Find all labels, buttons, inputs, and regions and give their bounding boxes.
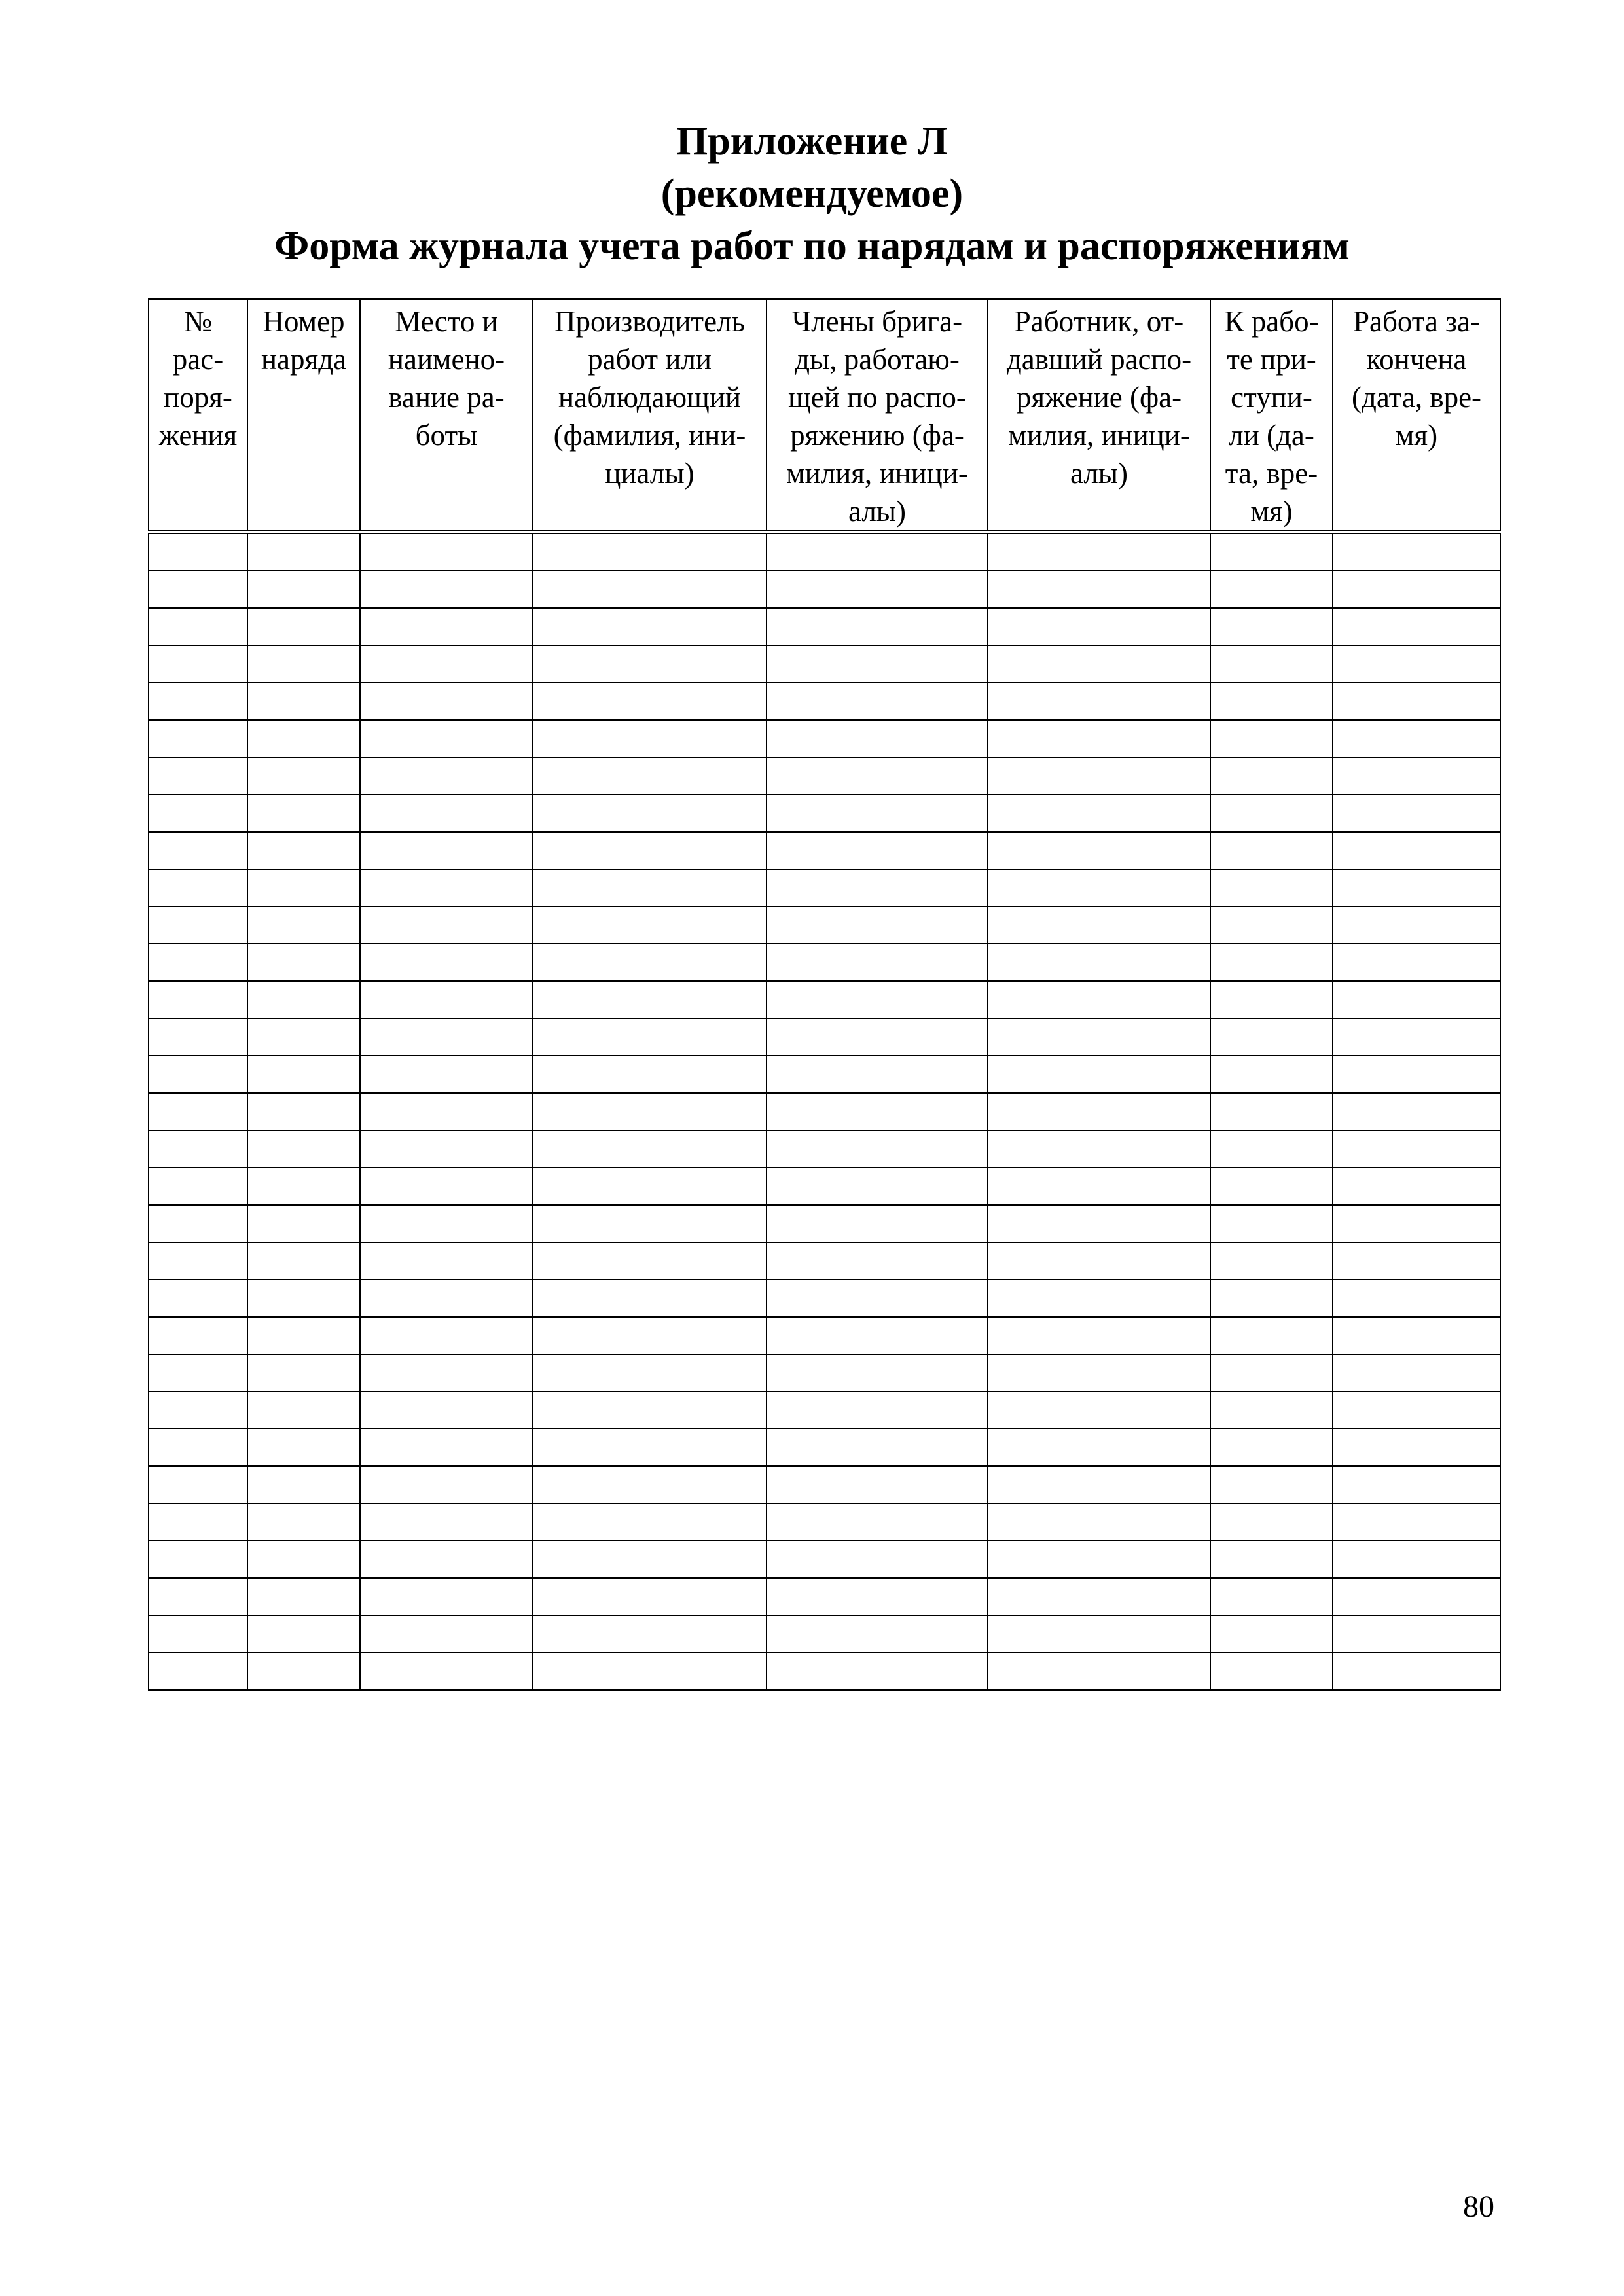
table-cell — [988, 1429, 1210, 1466]
table-cell — [1210, 1130, 1333, 1168]
table-row — [149, 981, 1500, 1018]
table-cell — [360, 944, 533, 981]
table-cell — [1210, 1541, 1333, 1578]
table-cell — [533, 906, 767, 944]
table-cell — [767, 720, 988, 757]
table-cell — [360, 1168, 533, 1205]
table-cell — [1210, 683, 1333, 720]
table-cell — [533, 1280, 767, 1317]
table-cell — [247, 571, 360, 608]
col-header-permit-number: Номер наряда — [247, 299, 360, 532]
table-cell — [1333, 757, 1500, 795]
table-cell — [988, 1653, 1210, 1690]
table-cell — [1333, 1093, 1500, 1130]
table-cell — [360, 1018, 533, 1056]
table-cell — [247, 981, 360, 1018]
table-row — [149, 720, 1500, 757]
table-cell — [1210, 608, 1333, 645]
table-cell — [988, 1317, 1210, 1354]
table-cell — [767, 1578, 988, 1615]
table-cell — [247, 1578, 360, 1615]
table-cell — [1210, 1653, 1333, 1690]
table-cell — [767, 1503, 988, 1541]
table-cell — [1333, 1018, 1500, 1056]
table-cell — [247, 1391, 360, 1429]
table-cell — [1333, 869, 1500, 906]
table-cell — [247, 1018, 360, 1056]
table-cell — [360, 532, 533, 571]
table-cell — [360, 1280, 533, 1317]
col-header-work-place: Место и наимено- вание ра- боты — [360, 299, 533, 532]
table-cell — [533, 1018, 767, 1056]
table-row — [149, 1093, 1500, 1130]
table-cell — [149, 1615, 247, 1653]
table-cell — [1333, 1056, 1500, 1093]
table-row — [149, 1541, 1500, 1578]
table-cell — [988, 532, 1210, 571]
appendix-title: Приложение Л — [676, 119, 948, 164]
table-cell — [247, 1653, 360, 1690]
table-cell — [1333, 720, 1500, 757]
table-cell — [533, 1391, 767, 1429]
table-cell — [360, 869, 533, 906]
table-cell — [360, 1615, 533, 1653]
table-cell — [988, 795, 1210, 832]
table-cell — [767, 1466, 988, 1503]
table-cell — [533, 1653, 767, 1690]
table-cell — [360, 1391, 533, 1429]
table-cell — [767, 981, 988, 1018]
table-row — [149, 1205, 1500, 1242]
table-cell — [247, 1130, 360, 1168]
table-row — [149, 645, 1500, 683]
table-cell — [1210, 1280, 1333, 1317]
table-cell — [533, 1168, 767, 1205]
table-cell — [149, 1541, 247, 1578]
table-cell — [247, 1354, 360, 1391]
table-row — [149, 944, 1500, 981]
table-cell — [1210, 1429, 1333, 1466]
table-cell — [767, 1615, 988, 1653]
table-row — [149, 1429, 1500, 1466]
table-cell — [149, 832, 247, 869]
table-cell — [1210, 720, 1333, 757]
table-cell — [1210, 1018, 1333, 1056]
table-cell — [1333, 795, 1500, 832]
table-cell — [1210, 1615, 1333, 1653]
table-row — [149, 1578, 1500, 1615]
col-header-order-issuer: Работник, от- давший распо- ряжение (фа- милия, иници- алы) — [988, 299, 1210, 532]
table-row — [149, 683, 1500, 720]
table-cell — [149, 1056, 247, 1093]
table-row — [149, 1354, 1500, 1391]
table-cell — [988, 832, 1210, 869]
table-cell — [1210, 1056, 1333, 1093]
table-cell — [1210, 906, 1333, 944]
table-cell — [149, 532, 247, 571]
table-cell — [149, 1280, 247, 1317]
table-row — [149, 1056, 1500, 1093]
table-cell — [149, 795, 247, 832]
table-cell — [767, 1653, 988, 1690]
table-cell — [1333, 1503, 1500, 1541]
table-cell — [149, 944, 247, 981]
table-cell — [767, 1168, 988, 1205]
table-cell — [149, 1242, 247, 1280]
col-header-work-started: К рабо- те при- ступи- ли (да- та, вре- мя) — [1210, 299, 1333, 532]
table-cell — [1210, 1093, 1333, 1130]
table-cell — [988, 1466, 1210, 1503]
table-row — [149, 608, 1500, 645]
col-header-team-members: Члены брига- ды, работаю- щей по распо- ряжению (фа- милия, иници- алы) — [767, 299, 988, 532]
table-cell — [247, 1093, 360, 1130]
table-cell — [988, 645, 1210, 683]
table-cell — [533, 944, 767, 981]
table-cell — [360, 720, 533, 757]
table-cell — [988, 906, 1210, 944]
table-cell — [767, 795, 988, 832]
table-cell — [149, 720, 247, 757]
table-cell — [247, 1242, 360, 1280]
table-cell — [533, 832, 767, 869]
work-log-table — [148, 298, 1501, 1691]
table-cell — [533, 981, 767, 1018]
table-cell — [988, 1615, 1210, 1653]
table-cell — [767, 832, 988, 869]
table-cell — [1333, 1391, 1500, 1429]
table-cell — [247, 645, 360, 683]
table-row — [149, 1317, 1500, 1354]
table-cell — [767, 1130, 988, 1168]
table-cell — [1210, 1503, 1333, 1541]
table-cell — [988, 720, 1210, 757]
table-cell — [533, 1056, 767, 1093]
table-cell — [767, 1242, 988, 1280]
table-cell — [1210, 795, 1333, 832]
table-cell — [360, 906, 533, 944]
table-row — [149, 869, 1500, 906]
table-body — [149, 532, 1500, 1690]
table-cell — [1210, 1242, 1333, 1280]
table-cell — [1210, 1578, 1333, 1615]
table-cell — [1210, 645, 1333, 683]
table-cell — [1333, 1205, 1500, 1242]
table-cell — [988, 1503, 1210, 1541]
table-cell — [360, 1317, 533, 1354]
table-cell — [149, 757, 247, 795]
table-row — [149, 1391, 1500, 1429]
table-cell — [533, 869, 767, 906]
table-cell — [988, 944, 1210, 981]
table-cell — [247, 1168, 360, 1205]
table-cell — [247, 1615, 360, 1653]
table-cell — [988, 1018, 1210, 1056]
table-row — [149, 1503, 1500, 1541]
table-cell — [1333, 608, 1500, 645]
table-cell — [533, 795, 767, 832]
table-cell — [1210, 944, 1333, 981]
table-cell — [988, 1056, 1210, 1093]
table-cell — [533, 1093, 767, 1130]
table-cell — [360, 832, 533, 869]
table-cell — [1333, 645, 1500, 683]
table-cell — [533, 1354, 767, 1391]
table-cell — [360, 1541, 533, 1578]
table-cell — [988, 1130, 1210, 1168]
col-header-work-producer: Производитель работ или наблюдающий (фамилия, ини- циалы) — [533, 299, 767, 532]
page-heading — [0, 115, 1624, 272]
table-row — [149, 795, 1500, 832]
table-cell — [1333, 1578, 1500, 1615]
table-cell — [1333, 1653, 1500, 1690]
table-cell — [1333, 906, 1500, 944]
table-cell — [767, 1056, 988, 1093]
table-cell — [247, 1280, 360, 1317]
appendix-status: (рекомендуемое) — [660, 171, 964, 216]
table-cell — [1333, 944, 1500, 981]
table-row — [149, 532, 1500, 571]
table-cell — [1333, 1429, 1500, 1466]
table-cell — [247, 1317, 360, 1354]
table-cell — [247, 795, 360, 832]
table-cell — [149, 1429, 247, 1466]
table-row — [149, 1466, 1500, 1503]
table-cell — [149, 683, 247, 720]
table-cell — [533, 1578, 767, 1615]
table-cell — [533, 1615, 767, 1653]
table-cell — [767, 1317, 988, 1354]
table-header-row — [149, 299, 1500, 532]
table-cell — [360, 1578, 533, 1615]
table-cell — [767, 1280, 988, 1317]
table-cell — [533, 1205, 767, 1242]
table-cell — [360, 1653, 533, 1690]
table-cell — [1333, 1317, 1500, 1354]
table-row — [149, 1130, 1500, 1168]
table-cell — [988, 1578, 1210, 1615]
table-cell — [988, 757, 1210, 795]
table-cell — [1210, 1317, 1333, 1354]
table-cell — [1333, 832, 1500, 869]
table-cell — [1210, 532, 1333, 571]
table-cell — [247, 1056, 360, 1093]
table-cell — [1333, 571, 1500, 608]
table-cell — [988, 869, 1210, 906]
table-cell — [360, 1056, 533, 1093]
table-cell — [1333, 1354, 1500, 1391]
table-cell — [247, 944, 360, 981]
table-cell — [247, 1205, 360, 1242]
table-cell — [360, 683, 533, 720]
table-cell — [767, 1205, 988, 1242]
table-cell — [767, 532, 988, 571]
table-row — [149, 906, 1500, 944]
table-cell — [533, 1503, 767, 1541]
form-title: Форма журнала учета работ по нарядам и распоряжениям — [274, 224, 1350, 268]
table-cell — [533, 1466, 767, 1503]
table-cell — [360, 1466, 533, 1503]
table-cell — [149, 1317, 247, 1354]
table-cell — [1333, 981, 1500, 1018]
table-cell — [767, 906, 988, 944]
table-cell — [1333, 1541, 1500, 1578]
table-row — [149, 832, 1500, 869]
table-cell — [149, 869, 247, 906]
table-cell — [767, 1541, 988, 1578]
table-cell — [1333, 1130, 1500, 1168]
table-cell — [149, 1130, 247, 1168]
table-cell — [247, 832, 360, 869]
table-cell — [149, 1354, 247, 1391]
table-cell — [767, 608, 988, 645]
table-cell — [360, 1354, 533, 1391]
table-cell — [360, 608, 533, 645]
table-cell — [533, 1242, 767, 1280]
table-cell — [149, 1653, 247, 1690]
table-row — [149, 1653, 1500, 1690]
table-row — [149, 1018, 1500, 1056]
table-cell — [149, 1205, 247, 1242]
table-cell — [767, 1391, 988, 1429]
table-cell — [1333, 1242, 1500, 1280]
table-cell — [988, 1205, 1210, 1242]
table-cell — [360, 571, 533, 608]
table-cell — [360, 1242, 533, 1280]
table-cell — [247, 1541, 360, 1578]
table-cell — [149, 1578, 247, 1615]
table-cell — [247, 1429, 360, 1466]
table-cell — [360, 1093, 533, 1130]
table-cell — [767, 757, 988, 795]
table-cell — [149, 1466, 247, 1503]
table-cell — [767, 645, 988, 683]
table-cell — [533, 532, 767, 571]
table-cell — [1210, 571, 1333, 608]
table-cell — [149, 645, 247, 683]
table-cell — [767, 1429, 988, 1466]
table-cell — [149, 906, 247, 944]
table-cell — [247, 757, 360, 795]
table-cell — [360, 1130, 533, 1168]
table-cell — [1333, 683, 1500, 720]
table-cell — [360, 1503, 533, 1541]
table-cell — [1210, 1466, 1333, 1503]
table-cell — [149, 1168, 247, 1205]
table-cell — [988, 1168, 1210, 1205]
table-cell — [360, 1429, 533, 1466]
table-cell — [149, 1018, 247, 1056]
table-cell — [1210, 869, 1333, 906]
table-cell — [533, 1541, 767, 1578]
table-cell — [533, 608, 767, 645]
table-cell — [149, 608, 247, 645]
table-cell — [1210, 981, 1333, 1018]
table-cell — [988, 571, 1210, 608]
table-cell — [1333, 1280, 1500, 1317]
table-cell — [360, 795, 533, 832]
table-cell — [767, 944, 988, 981]
table-cell — [247, 1466, 360, 1503]
table-cell — [247, 869, 360, 906]
table-cell — [149, 1093, 247, 1130]
table-cell — [533, 1317, 767, 1354]
table-row — [149, 571, 1500, 608]
table-cell — [1210, 832, 1333, 869]
table-row — [149, 1615, 1500, 1653]
table-cell — [360, 757, 533, 795]
table-cell — [988, 1541, 1210, 1578]
table-cell — [767, 1354, 988, 1391]
table-cell — [1333, 532, 1500, 571]
table-row — [149, 1280, 1500, 1317]
table-cell — [149, 571, 247, 608]
table-cell — [1210, 1391, 1333, 1429]
table-cell — [533, 571, 767, 608]
table-cell — [1333, 1466, 1500, 1503]
table-cell — [247, 608, 360, 645]
table-cell — [767, 869, 988, 906]
table-cell — [988, 1354, 1210, 1391]
table-cell — [360, 981, 533, 1018]
table-cell — [149, 1503, 247, 1541]
table-cell — [533, 645, 767, 683]
table-cell — [247, 1503, 360, 1541]
table-cell — [149, 981, 247, 1018]
table-cell — [1333, 1615, 1500, 1653]
table-cell — [988, 1242, 1210, 1280]
table-cell — [247, 532, 360, 571]
col-header-work-finished: Работа за- кончена (дата, вре- мя) — [1333, 299, 1500, 532]
table-cell — [247, 720, 360, 757]
table-cell — [533, 720, 767, 757]
table-cell — [1333, 1168, 1500, 1205]
table-cell — [988, 1280, 1210, 1317]
table-row — [149, 1168, 1500, 1205]
table-cell — [988, 608, 1210, 645]
table-cell — [988, 981, 1210, 1018]
table-cell — [247, 683, 360, 720]
table-cell — [533, 683, 767, 720]
table-cell — [988, 1093, 1210, 1130]
table-cell — [767, 571, 988, 608]
table-cell — [533, 1130, 767, 1168]
table-cell — [1210, 1168, 1333, 1205]
table-cell — [360, 1205, 533, 1242]
col-header-order-number: № рас- поря- жения — [149, 299, 247, 532]
table-cell — [360, 645, 533, 683]
table-row — [149, 1242, 1500, 1280]
table-cell — [767, 683, 988, 720]
table-cell — [1210, 1205, 1333, 1242]
table-cell — [149, 1391, 247, 1429]
table-cell — [533, 1429, 767, 1466]
table-cell — [1210, 1354, 1333, 1391]
table-cell — [247, 906, 360, 944]
table-cell — [767, 1018, 988, 1056]
table-cell — [988, 683, 1210, 720]
table-cell — [533, 757, 767, 795]
table-cell — [1210, 757, 1333, 795]
table-cell — [767, 1093, 988, 1130]
table-cell — [988, 1391, 1210, 1429]
table-row — [149, 757, 1500, 795]
page-number: 80 — [1463, 2189, 1494, 2224]
